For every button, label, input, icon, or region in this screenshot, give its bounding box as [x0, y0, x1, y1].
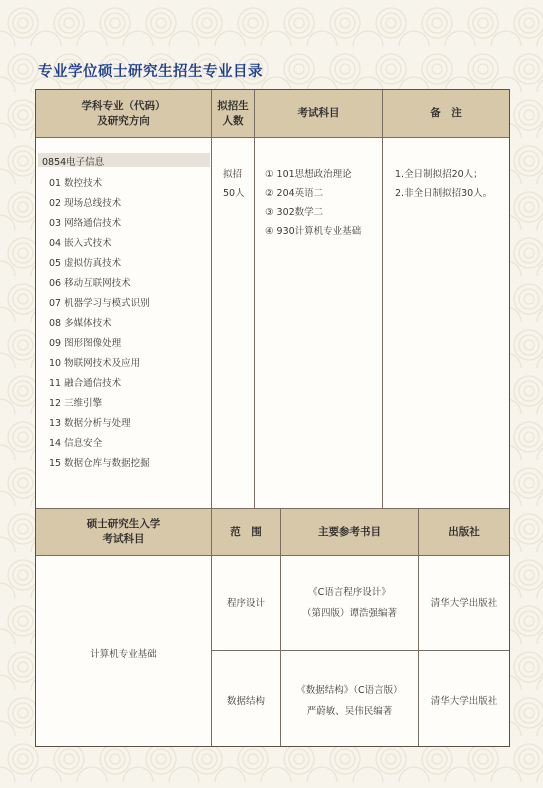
- divider: [36, 137, 509, 138]
- research-direction: 07 机器学习与模式识别: [49, 298, 150, 309]
- divider: [211, 508, 212, 746]
- publisher-cell: 清华大学出版社: [430, 696, 498, 707]
- exam-subject-item: ④ 930计算机专业基础: [265, 226, 362, 237]
- note-item: 1.全日制拟招20人；: [395, 169, 483, 180]
- quota-line1: 拟招: [223, 169, 243, 180]
- exam-subject-item: ② 204英语二: [265, 188, 324, 199]
- research-direction: 08 多媒体技术: [49, 318, 112, 329]
- research-direction: 14 信息安全: [49, 438, 103, 449]
- research-direction: 01 数控技术: [49, 178, 103, 189]
- header-exam-subject: 硕士研究生入学 考试科目: [36, 509, 211, 555]
- header-scope: 范 围: [212, 509, 280, 555]
- header-notes: 备 注: [383, 90, 509, 137]
- research-direction: 13 数据分析与处理: [49, 418, 131, 429]
- divider: [418, 508, 419, 746]
- research-direction: 11 融合通信技术: [49, 378, 122, 389]
- header-subjects: 考试科目: [255, 90, 382, 137]
- research-direction: 04 嵌入式技术: [49, 238, 112, 249]
- book-title: 《C语言程序设计》: [308, 587, 391, 598]
- book-author: 严蔚敏、吴伟民编著: [306, 706, 393, 717]
- book-author: （第四版）谭浩强编著: [301, 608, 397, 619]
- research-direction: 03 网络通信技术: [49, 218, 122, 229]
- research-direction: 05 虚拟仿真技术: [49, 258, 122, 269]
- divider: [382, 90, 383, 508]
- divider: [211, 90, 212, 508]
- header-discipline: 学科专业（代码） 及研究方向: [36, 90, 211, 137]
- catalog-table: [35, 89, 510, 747]
- divider: [254, 90, 255, 508]
- research-direction: 09 图形图像处理: [49, 338, 122, 349]
- scope-cell: 程序设计: [226, 598, 265, 609]
- research-direction: 06 移动互联网技术: [49, 278, 131, 289]
- discipline-name: 0854电子信息: [42, 157, 105, 168]
- research-direction: 02 现场总线技术: [49, 198, 122, 209]
- header-quota: 拟招生 人数: [212, 90, 254, 137]
- divider: [36, 555, 509, 556]
- exam-subject-name: 计算机专业基础: [90, 649, 157, 660]
- divider: [211, 650, 509, 651]
- scope-cell: 数据结构: [226, 696, 265, 707]
- quota-line2: 50人: [223, 188, 245, 199]
- research-direction: 12 三维引擎: [49, 398, 103, 409]
- note-item: 2.非全日制拟招30人。: [395, 188, 493, 199]
- header-publisher: 出版社: [419, 509, 509, 555]
- book-title: 《数据结构》（C语言版）: [296, 685, 403, 696]
- research-direction: 15 数据仓库与数据挖掘: [49, 458, 150, 469]
- exam-subject-item: ③ 302数学二: [265, 207, 324, 218]
- page-title: 专业学位硕士研究生招生专业目录: [38, 64, 263, 80]
- header-books: 主要参考书目: [281, 509, 418, 555]
- exam-subject-item: ① 101思想政治理论: [265, 169, 352, 180]
- publisher-cell: 清华大学出版社: [430, 598, 498, 609]
- research-direction: 10 物联网技术及应用: [49, 358, 141, 369]
